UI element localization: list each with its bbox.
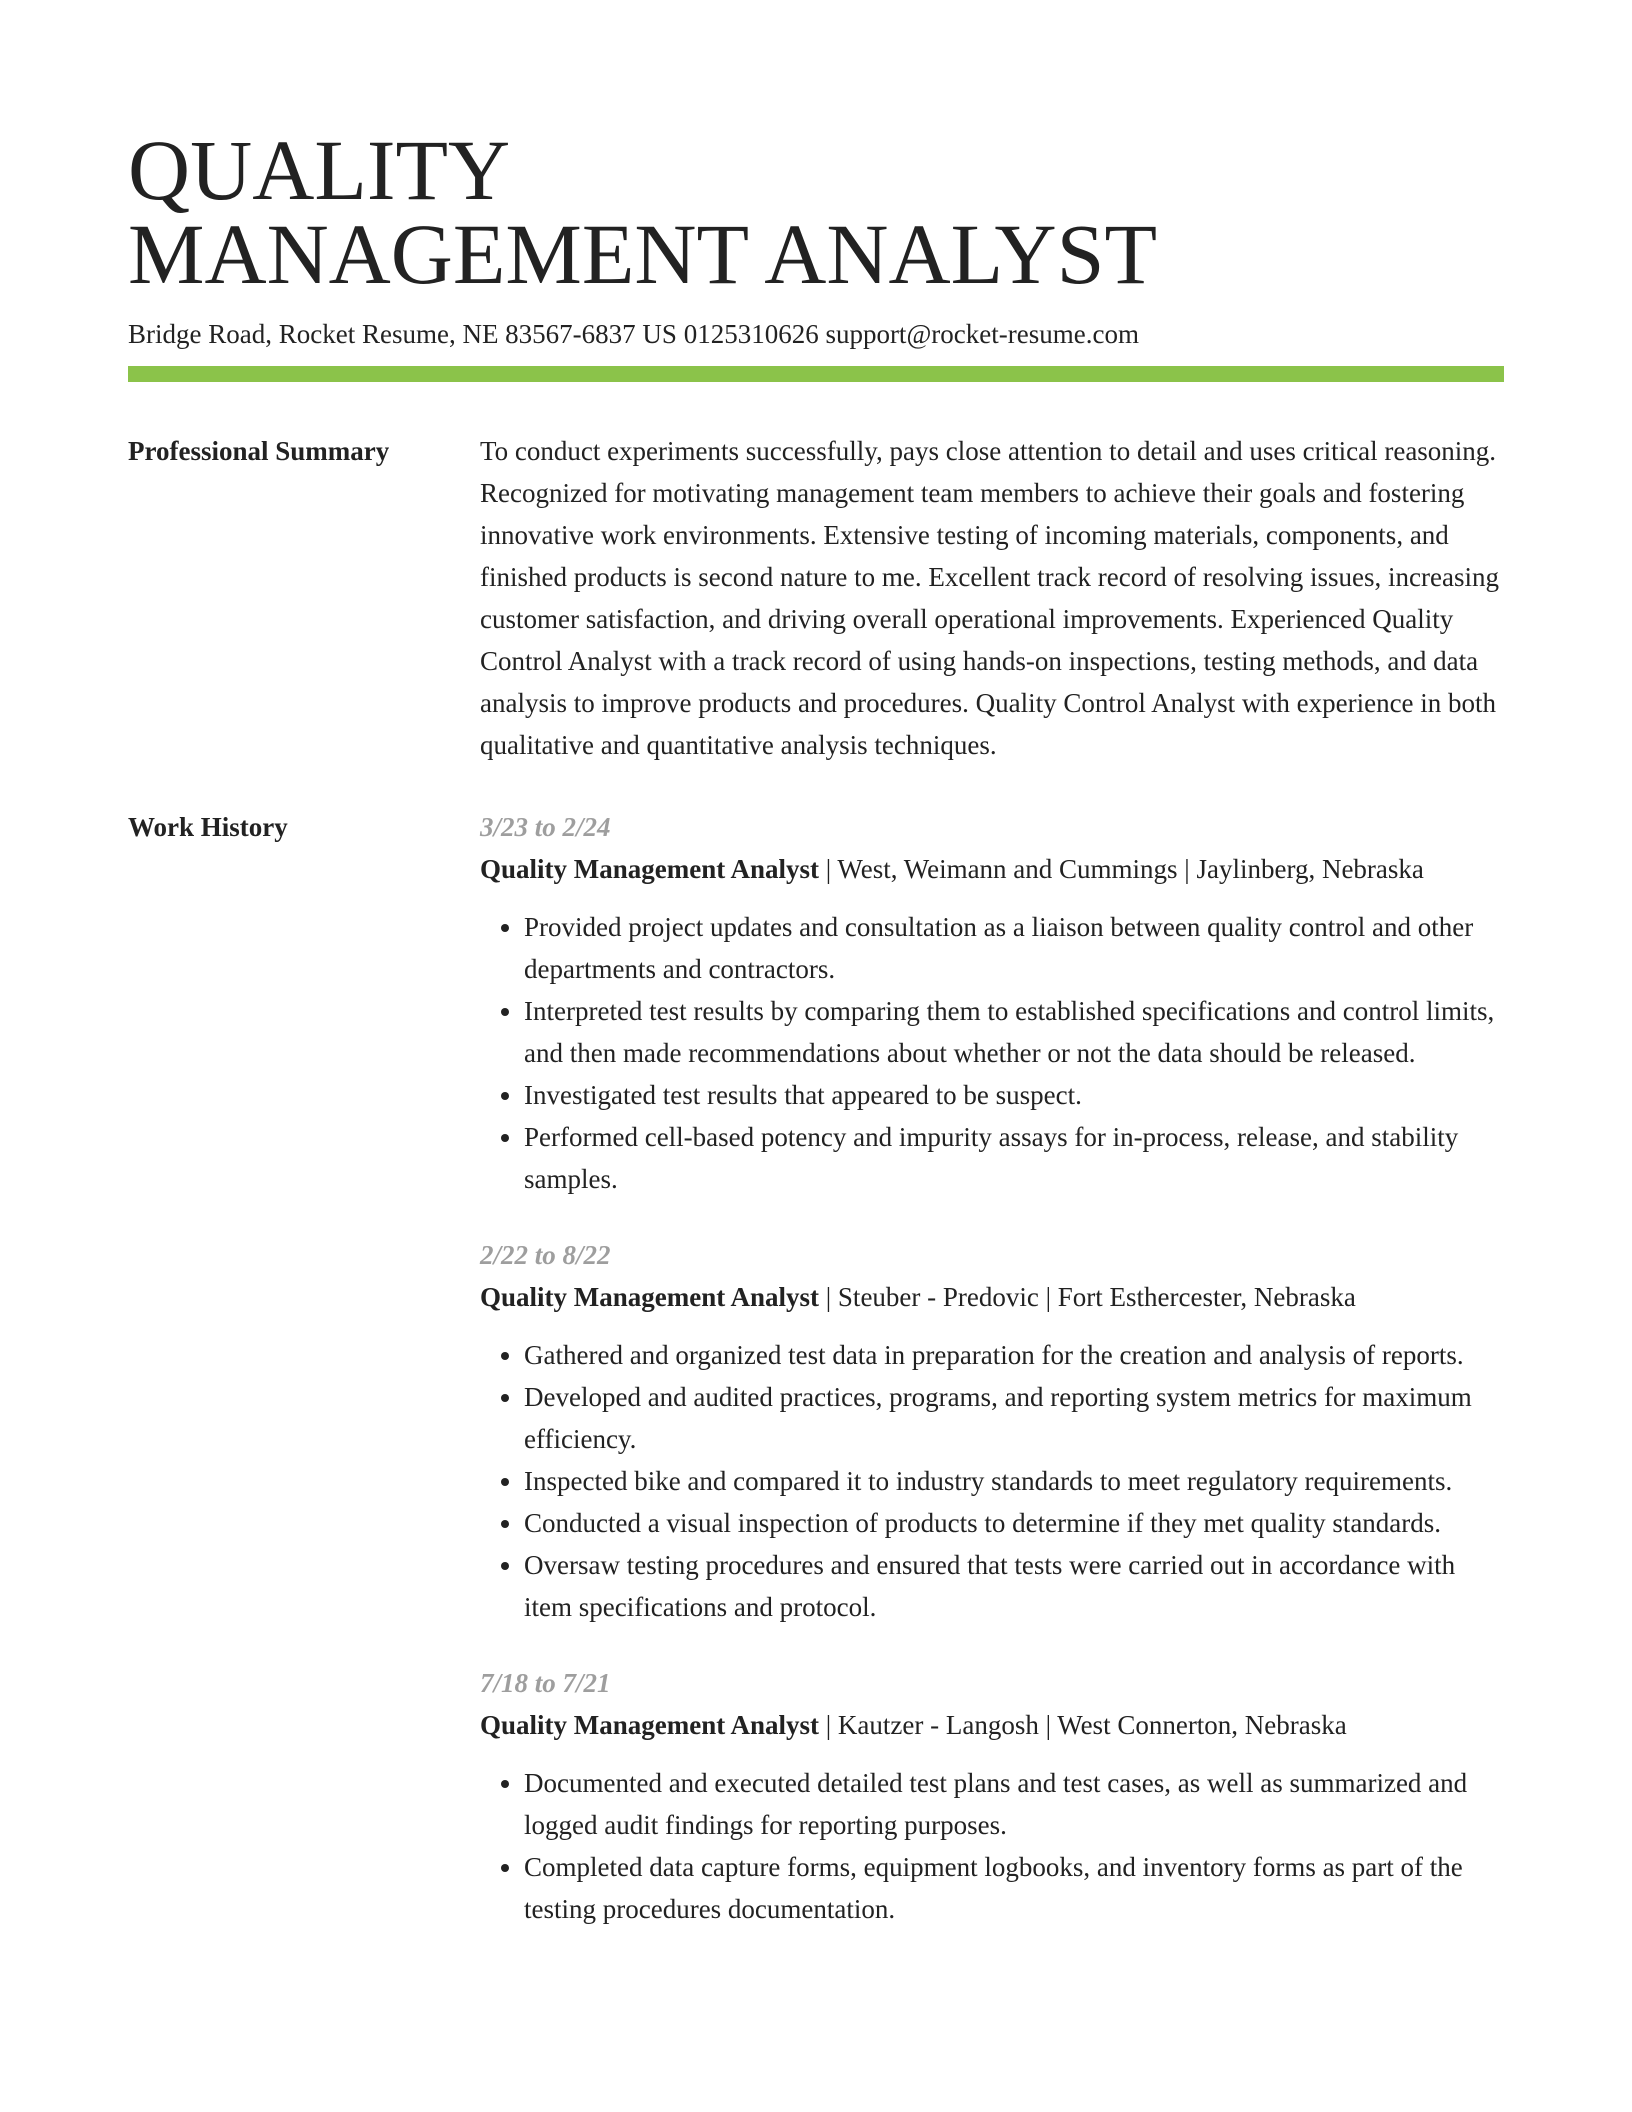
- job-dates: 3/23 to 2/24: [480, 812, 611, 842]
- accent-divider: [128, 366, 1504, 382]
- job-title: Quality Management Analyst: [480, 1710, 820, 1740]
- job-bullet: • Provided project updates and consultation as a liaison between quality control and other departments and contractors.: [524, 906, 1504, 990]
- job-title: Quality Management Analyst: [480, 854, 820, 884]
- job-bullet: • Oversaw testing procedures and ensured that tests were carried out in accordance with item specifications and protocol.: [524, 1544, 1504, 1628]
- resume-page: [128, 0, 1504, 1964]
- job-bullets: [480, 1334, 1504, 1628]
- summary-heading: Professional Summary: [128, 436, 390, 466]
- job-bullet: • Investigated test results that appeared to be suspect.: [524, 1074, 1504, 1116]
- summary-body: [480, 430, 1504, 766]
- job-bullet: • Developed and audited practices, programs, and reporting system metrics for maximum efficiency.: [524, 1376, 1504, 1460]
- resume-name: [128, 0, 1504, 302]
- job-title: Quality Management Analyst: [480, 1282, 820, 1312]
- job-header: [480, 848, 1504, 890]
- job-bullet: • Completed data capture forms, equipment logbooks, and inventory forms as part of the testing procedures documentation.: [524, 1846, 1504, 1930]
- work-history-section: [128, 806, 1504, 1964]
- job-header: [480, 1704, 1504, 1746]
- job-bullet: • Performed cell-based potency and impurity assays for in-process, release, and stability samples.: [524, 1116, 1504, 1200]
- job-bullet: • Documented and executed detailed test plans and test cases, as well as summarized and logged audit findings for reporting purposes.: [524, 1762, 1504, 1846]
- work-history-heading: Work History: [128, 812, 288, 842]
- summary-text: To conduct experiments successfully, pays close attention to detail and uses critical reasoning. Recognized for motivating management team members to achieve their goals and fostering innovative work environments. Extensive testing of incoming materials, components, and finished products is second nature to me. Excellent track record of resolving issues, increasing customer satisfaction, and driving overall operational improvements. Experienced Quality Control Analyst with a track record of using hands-on inspections, testing methods, and data analysis to improve products and procedures. Quality Control Analyst with experience in both qualitative and quantitative analysis techniques.: [480, 436, 1499, 760]
- contact-info: Bridge Road, Rocket Resume, NE 83567-6837 US 0125310626 support@rocket-resume.com: [128, 319, 1139, 349]
- job-details: | Kautzer - Langosh | West Connerton, Nebraska: [819, 1710, 1347, 1740]
- job-bullet: • Inspected bike and compared it to industry standards to meet regulatory requirements.: [524, 1460, 1504, 1502]
- job-dates: 7/18 to 7/21: [480, 1668, 611, 1698]
- summary-section: [128, 430, 1504, 766]
- job-entry: [480, 1662, 1504, 1930]
- job-details: | West, Weimann and Cummings | Jaylinberg, Nebraska: [819, 854, 1424, 884]
- name-line-2: MANAGEMENT ANALYST: [128, 206, 1157, 302]
- job-bullet: • Interpreted test results by comparing them to established specifications and control limits, and then made recommendations about whether or not the data should be released.: [524, 990, 1504, 1074]
- job-dates: 2/22 to 8/22: [480, 1240, 611, 1270]
- job-bullets: [480, 906, 1504, 1200]
- job-entry: [480, 806, 1504, 1200]
- job-details: | Steuber - Predovic | Fort Esthercester, Nebraska: [819, 1282, 1356, 1312]
- job-bullet: • Conducted a visual inspection of products to determine if they met quality standards.: [524, 1502, 1504, 1544]
- name-line-1: QUALITY: [128, 122, 511, 218]
- job-bullet: • Gathered and organized test data in preparation for the creation and analysis of reports.: [524, 1334, 1504, 1376]
- job-entry: [480, 1234, 1504, 1628]
- job-header: [480, 1276, 1504, 1318]
- work-history-body: [480, 806, 1504, 1964]
- job-bullets: [480, 1762, 1504, 1930]
